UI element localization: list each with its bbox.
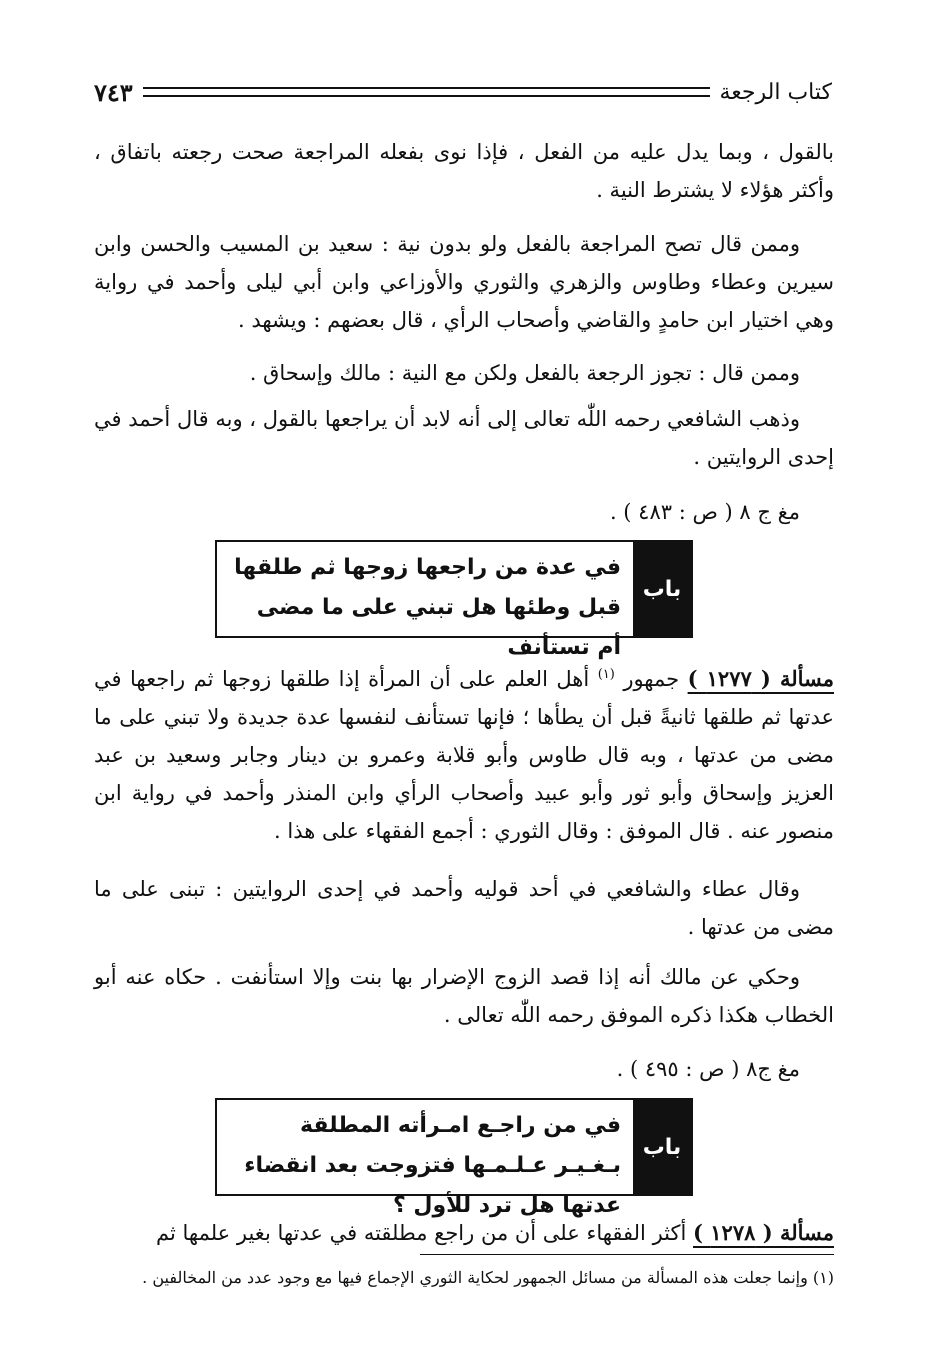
paragraph: وممن قال تصح المراجعة بالفعل ولو بدون نية : سعيد بن المسيب والحسن وابن سيرين وعطاء وطاوس والزهري والثوري والأوزاعي وابن أبي ليلى وأحمد في رواية وهي اختيار ابن حامدٍ والقاضي وأصحاب الرأي ، قال بعضهم : ويشهد . [94,232,834,332]
chapter-heading-box [215,540,693,660]
issue-heading: مسألة ( ١٢٧٧ ) [687,666,834,691]
paragraph: وقال عطاء والشافعي في أحد قوليه وأحمد في إحدى الروايتين : تبنى على ما مضى من عدتها . [94,877,834,939]
reference-citation: مغ ج ٨ ( ص : ٤٨٣ ) . [609,500,800,524]
footnote-marker: (١) [597,667,615,682]
page-number: ٧٤٣ [94,77,133,107]
issue-paragraph [94,656,834,850]
paragraph: وممن قال : تجوز الرجعة بالفعل ولكن مع النية : مالك وإسحاق . [249,361,800,385]
running-title: كتاب الرجعة [719,79,832,105]
chapter-title: في عدة من راجعها زوجها ثم طلقها قبل وطئها هل تبني على ما مضى أم تستأنف [234,555,621,660]
issue-text: جمهور [623,667,680,691]
paragraph: بالقول ، وبما يدل عليه من الفعل ، فإذا نوى بفعله المراجعة صحت رجعته باتفاق ، وأكثر هؤلاء لا يشترط النية . [94,140,834,202]
page-header [94,74,832,110]
paragraph: وحكي عن مالك أنه إذا قصد الزوج الإضرار بها بنت وإلا استأنفت . حكاه عنه أبو الخطاب هكذا ذكره الموفق رحمه اللّٰه تعالى . [94,965,834,1027]
issue-paragraph [94,1214,834,1252]
footnote: (١) وإنما جعلت هذه المسألة من مسائل الجمهور لحكاية الثوري الإجماع فيها مع وجود عدد من المخالفين . [142,1268,834,1287]
issue-heading: مسألة ( ١٢٧٨ ) [693,1220,834,1245]
reference-citation: مغ ج٨ ( ص : ٤٩٥ ) . [616,1057,800,1081]
chapter-heading-box [215,1098,693,1218]
chapter-label: باب [633,1100,691,1194]
chapter-title: في من راجـع امـرأته المطلقة بـغـيـر عـلـمـها فتزوجت بعد انقضاء عدتها هل ترد للأول ؟ [244,1113,621,1218]
footnote-separator [420,1254,834,1255]
issue-text: أهل العلم على أن المرأة إذا طلقها زوجها ثم راجعها في عدتها ثم طلقها ثانيةً قبل أن يطأها ؛ فإنها تستأنف لنفسها عدة جديدة ولا تبني على ما مضى من عدتها ، وبه قال طاوس وأبو قلابة وعمرو بن دينار وجابر وسعيد بن عبد العزيز وإسحاق وأبو ثور وأبو عبيد وأصحاب الرأي وابن المنذر وأحمد في رواية ابن منصور عنه . قال الموفق : وقال الثوري : أجمع الفقهاء على هذا . [94,667,835,843]
paragraph: وذهب الشافعي رحمه اللّٰه تعالى إلى أنه لابد أن يراجعها بالقول ، وبه قال أحمد في إحدى الروايتين . [94,407,834,469]
header-double-rule [143,87,710,97]
chapter-label: باب [633,542,691,636]
issue-text: أكثر الفقهاء على أن من راجع مطلقته في عدتها بغير علمها ثم [156,1221,687,1245]
